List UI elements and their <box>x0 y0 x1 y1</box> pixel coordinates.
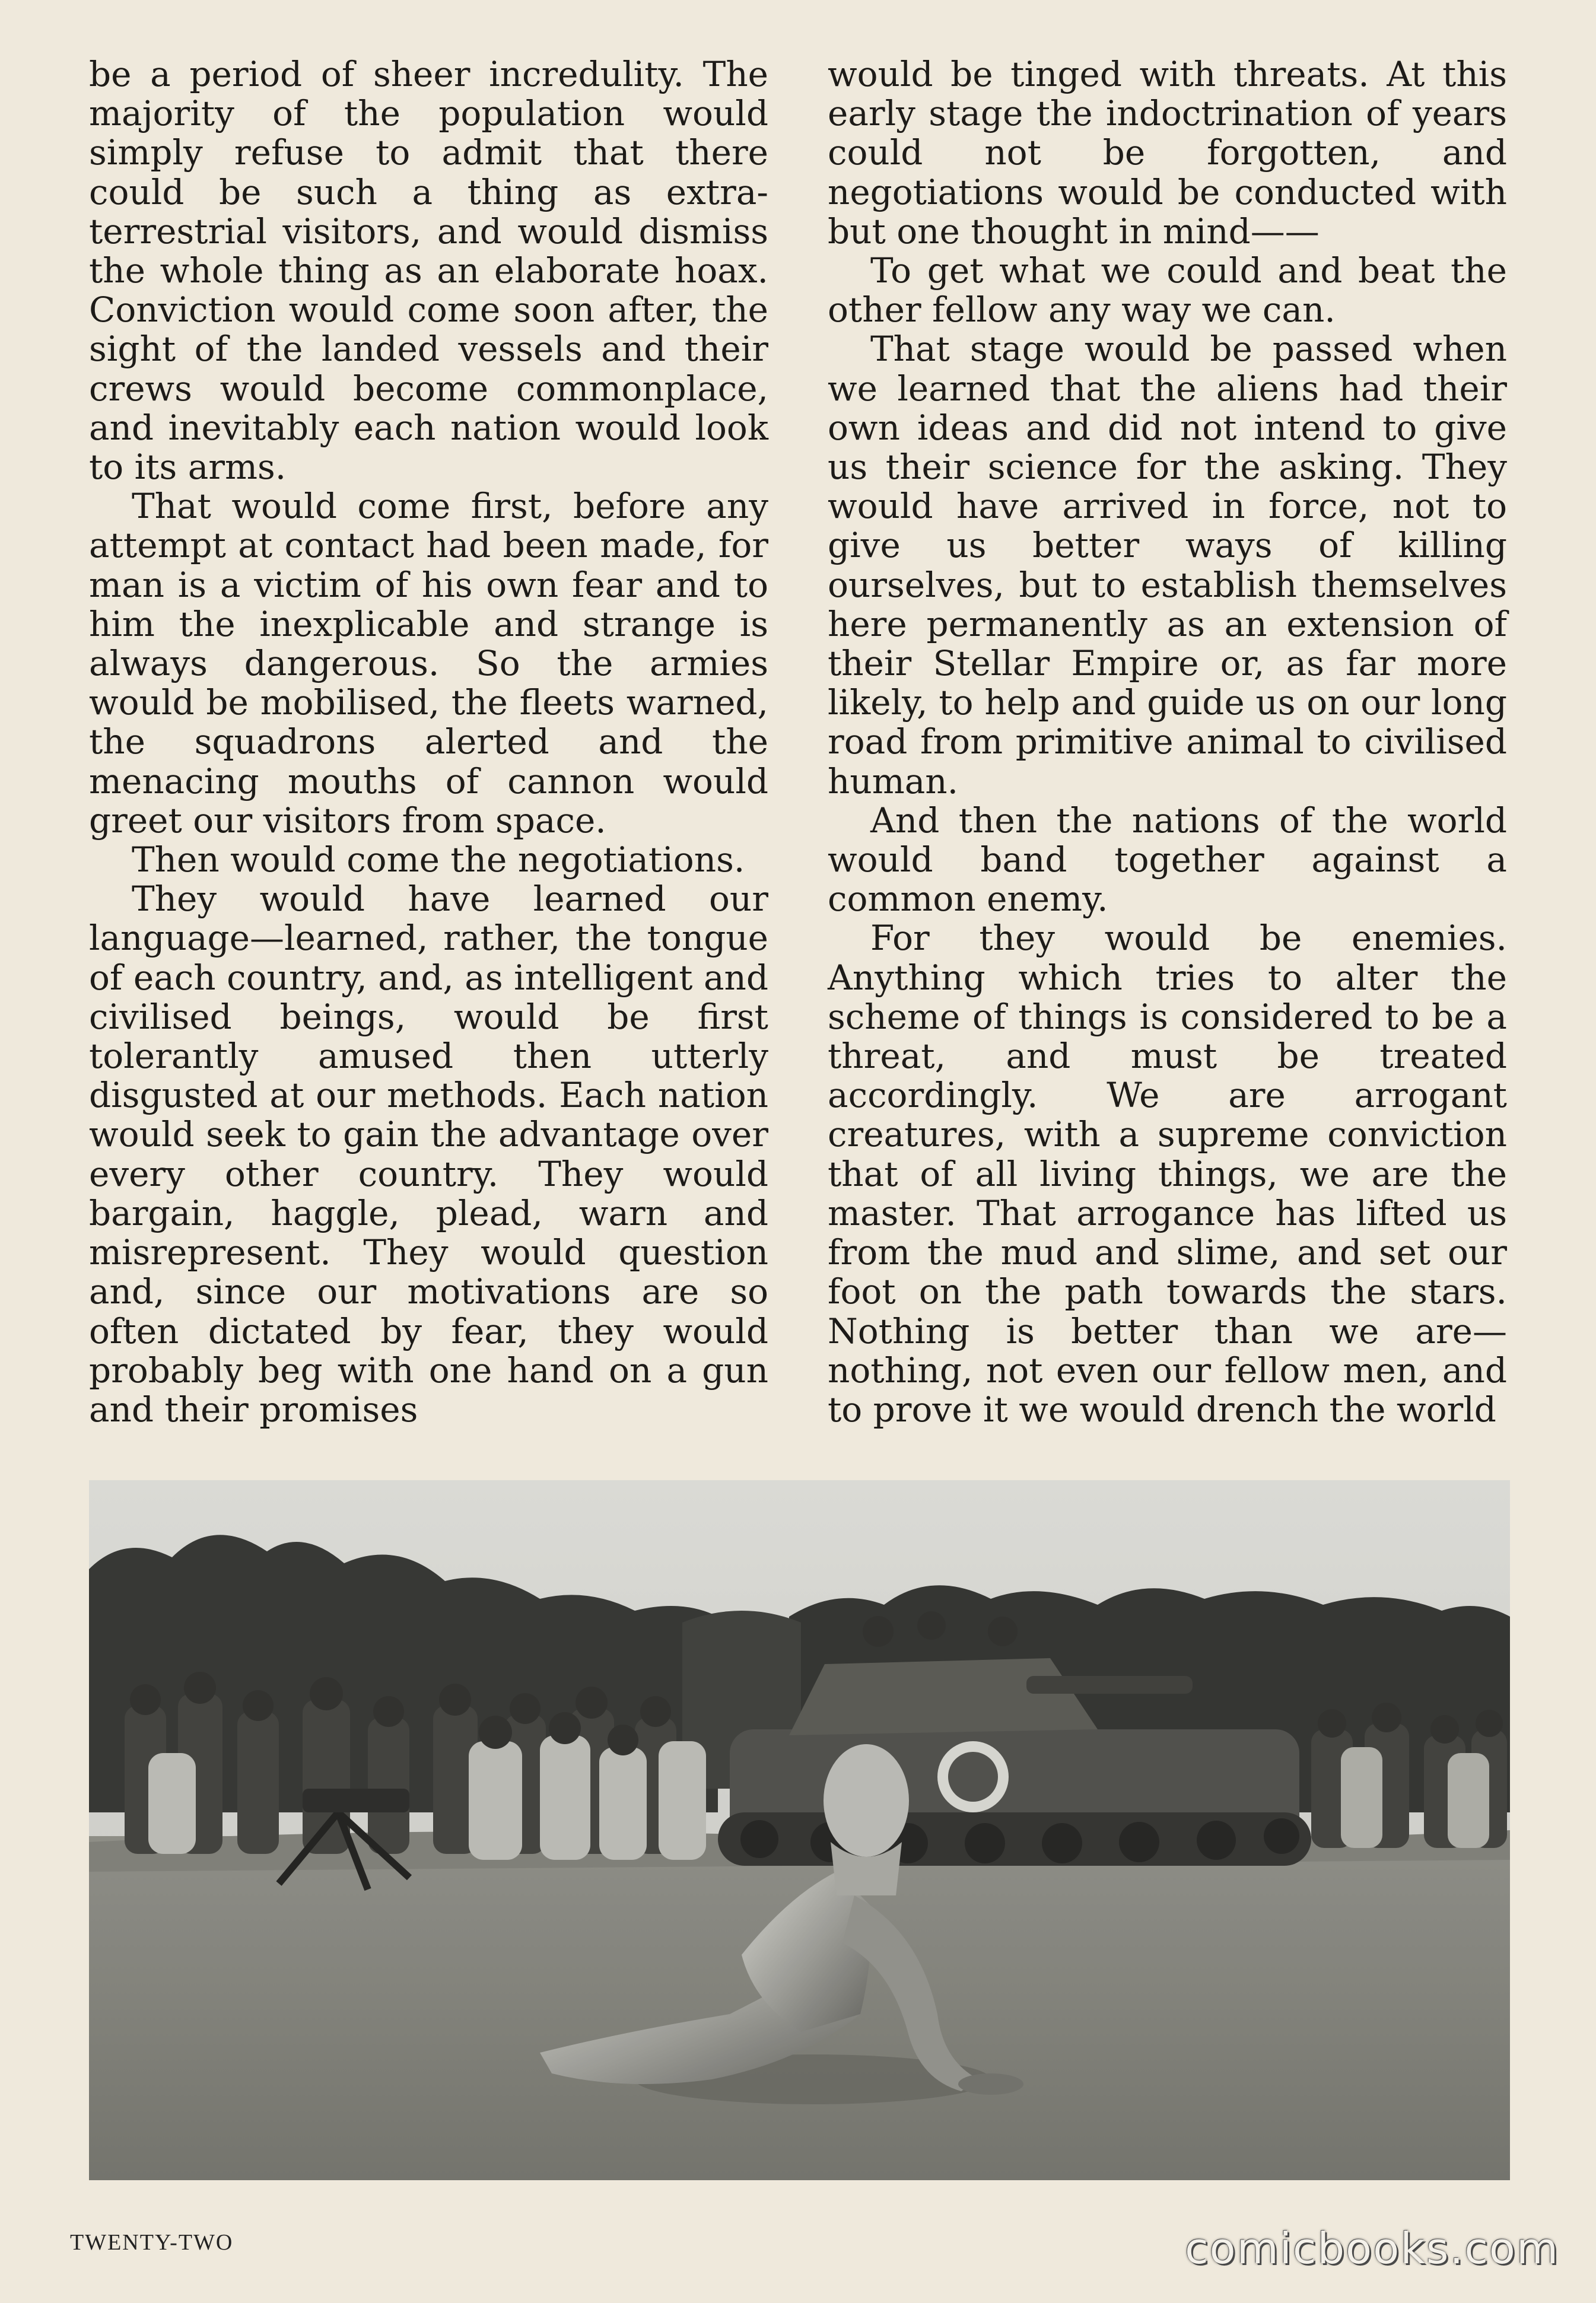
film-still-photo <box>89 1480 1510 2180</box>
text-column-right <box>828 55 1507 1429</box>
photo-illustration <box>89 1480 1510 2180</box>
paragraph: That would come first, before any attempt at contact had been made, for man is a victim of his own fear and to him the inexplicable and strange is always dangerous. So the armies would be mobilised, the fleets warned, the squadrons alerted and the menacing mouths of cannon would greet our visitors from space. <box>89 486 768 841</box>
paragraph: For they would be enemies. Anything which tries to alter the scheme of things is considered to be a threat, and must be treated accordingly. We are arrogant creatures, with a supreme conviction that of all living things, we are the master. That arrogance has lifted us from the mud and slime, and set our foot on the path towards the stars. Nothing is better than we are—nothing, not even our fellow men, and to prove it we would drench the world <box>828 918 1507 1430</box>
paragraph: They would have learned our language—learned, rather, the tongue of each country, and, as intelligent and civilised beings, would be first tolerantly amused then utterly disgusted at our methods. Each nation would seek to gain the advantage over every other country. They would bargain, haggle, plead, warn and misrepresent. They would question and, since our motivations are so often dictated by fear, they would probably beg with one hand on a gun and their promises <box>89 879 768 1430</box>
page-number-label: TWENTY-TWO <box>70 2230 234 2255</box>
paragraph: To get what we could and beat the other fellow any way we can. <box>828 250 1507 330</box>
paragraph: be a period of sheer incredulity. The majority of the population would simply refuse to admit that there could be such a thing as extra-terrestrial visitors, and would dismiss the whole thing as an elaborate hoax. Conviction would come soon after, the sight of the landed vessels and their crews would become commonplace, and inevitably each nation would look to its arms. <box>89 54 768 488</box>
paragraph: Then would come the negotiations. <box>132 839 745 880</box>
text-column-left <box>89 55 768 1429</box>
paragraph: would be tinged with threats. At this early stage the indoctrination of years could not be forgotten, and negotiations would be conducted with but one thought in mind—— <box>828 54 1507 252</box>
watermark-text: comicbooks.com <box>1184 2224 1559 2273</box>
paragraph: And then the nations of the world would band together against a common enemy. <box>828 800 1507 920</box>
paragraph: That stage would be passed when we learned that the aliens had their own ideas and did not intend to give us their science for the asking. They would have arrived in force, not to give us better ways of killing ourselves, but to establish themselves here permanently as an extension of their Stellar Empire or, as far more likely, to help and guide us on our long road from primitive animal to civilised human. <box>828 329 1507 801</box>
